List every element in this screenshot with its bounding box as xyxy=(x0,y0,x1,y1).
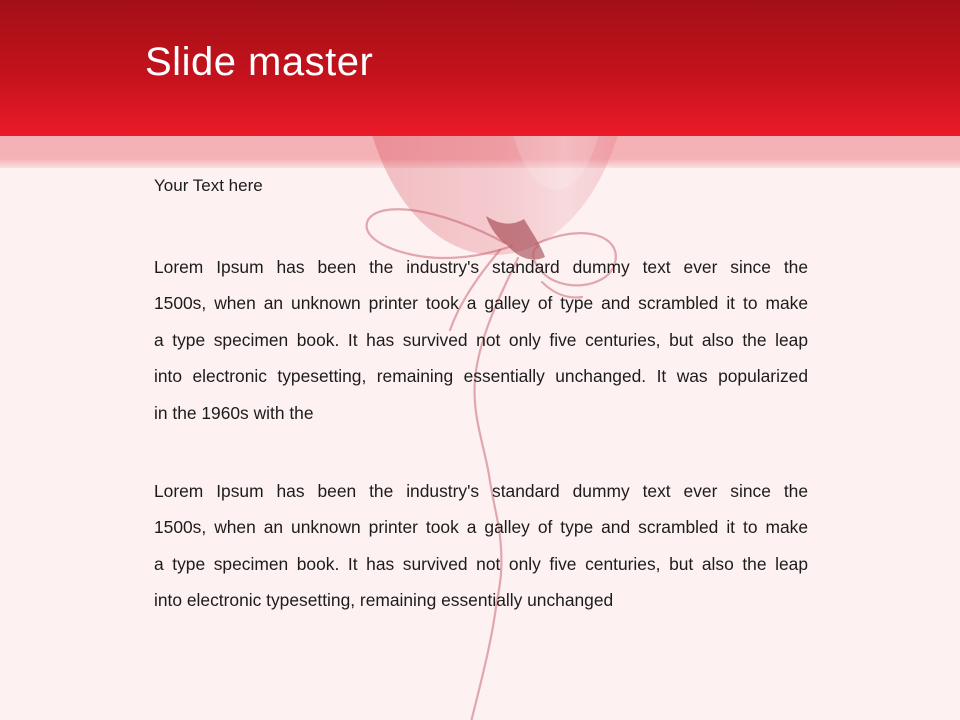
paragraph-line: 1500s, when an unknown printer took a galley of type and scrambled it to make xyxy=(154,293,808,314)
paragraph-line: a type specimen book. It has survived not only five centuries, but also the leap xyxy=(154,553,808,574)
header-band xyxy=(0,0,960,136)
text-placeholder[interactable]: Your Text here xyxy=(154,176,263,195)
paragraph-line: into electronic typesetting, remaining essentially unchanged xyxy=(154,590,614,611)
paragraph-1[interactable] xyxy=(154,249,808,431)
paragraph-line: into electronic typesetting, remaining essentially unchanged. It was popularized xyxy=(154,366,808,387)
slide-title[interactable]: Slide master xyxy=(145,40,374,84)
paragraph-line: Lorem Ipsum has been the industry's standard dummy text ever since the xyxy=(154,481,808,501)
paragraph-2[interactable] xyxy=(154,473,808,619)
paragraph-line: Lorem Ipsum has been the industry's standard dummy text ever since the xyxy=(154,257,808,277)
paragraph-line: in the 1960s with the xyxy=(154,402,314,423)
paragraph-line: 1500s, when an unknown printer took a galley of type and scrambled it to make xyxy=(154,517,808,538)
paragraph-line: a type specimen book. It has survived not only five centuries, but also the leap xyxy=(154,329,808,350)
